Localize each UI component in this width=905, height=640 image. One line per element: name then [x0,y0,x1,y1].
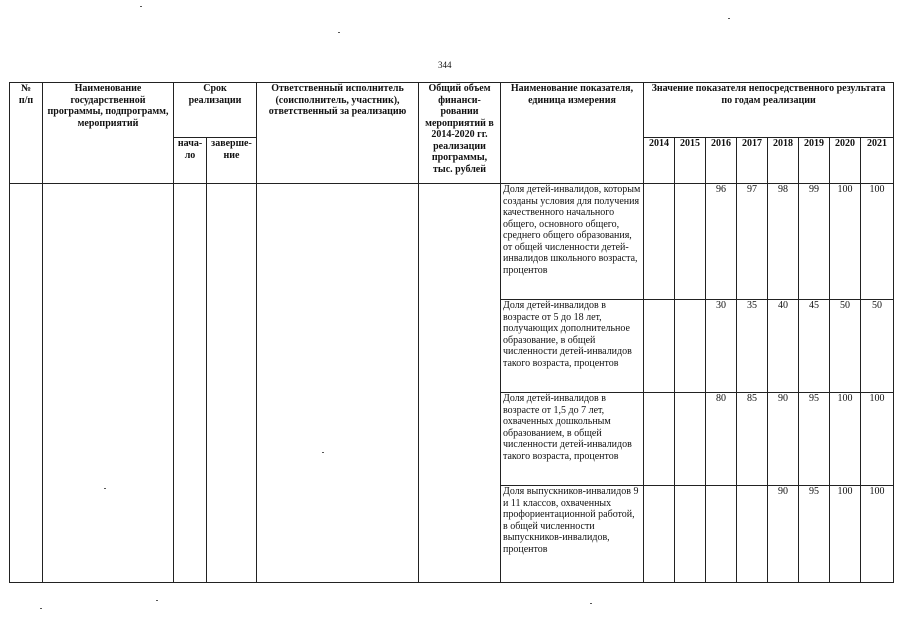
indicator-table [9,82,894,583]
value-cell: 95 [799,486,830,583]
value-cell [675,184,706,300]
header-name: Наименование государственной программы, подпрограмм, мероприятий [43,83,174,184]
scan-speck [590,603,592,604]
scan-speck [322,452,324,453]
header-executor: Ответственный исполнитель (соисполнитель, участник), ответственный за реализацию [257,83,419,184]
header-year: 2015 [675,138,706,184]
value-cell: 90 [768,486,799,583]
header-year: 2019 [799,138,830,184]
header-start: нача-ло [174,138,207,184]
value-cell [644,184,675,300]
table-row [10,184,894,300]
indicator-name: Доля выпускников-инвалидов 9 и 11 классов, охваченных профориентационной работой, в общей численности выпускников-инвалидов, процентов [501,486,644,583]
header-year: 2018 [768,138,799,184]
page-number: 344 [438,60,452,70]
cell-num [10,184,43,583]
header-num: № п/п [10,83,43,184]
indicator-name: Доля детей-инвалидов в возрасте от 1,5 до 7 лет, охваченных дошкольным образованием, в общей численности детей-инвалидов такого возраста, процентов [501,393,644,486]
value-cell [706,486,737,583]
header-volume: Общий объем финанси-ровании мероприятий в 2014-2020 гг. реализации программы, тыс. рублей [419,83,501,184]
scan-speck [338,32,340,33]
value-cell [675,393,706,486]
value-cell: 100 [830,393,861,486]
cell-start [174,184,207,583]
cell-executor [257,184,419,583]
value-cell: 100 [861,184,894,300]
cell-volume [419,184,501,583]
value-cell: 100 [861,486,894,583]
indicator-name: Доля детей-инвалидов в возрасте от 5 до 18 лет, получающих дополнительное образование, в общей численности детей-инвалидов такого возраста, процентов [501,300,644,393]
indicator-name: Доля детей-инвалидов, которым созданы условия для получения качественного начального общего, основного общего, среднего общего образования, от общей численности детей-инвалидов школьного возраста, процентов [501,184,644,300]
value-cell: 40 [768,300,799,393]
cell-name [43,184,174,583]
value-cell: 100 [861,393,894,486]
value-cell: 50 [830,300,861,393]
header-period: Срок реализации [174,83,257,138]
header-values: Значение показателя непосредственного результата по годам реализации [644,83,894,138]
header-year: 2021 [861,138,894,184]
header-year: 2014 [644,138,675,184]
cell-end [207,184,257,583]
header-indicator: Наименование показателя, единица измерения [501,83,644,184]
header-end: заверше-ние [207,138,257,184]
scan-speck [156,600,158,601]
header-year: 2017 [737,138,768,184]
header-year: 2016 [706,138,737,184]
value-cell [644,486,675,583]
value-cell [644,300,675,393]
value-cell [675,486,706,583]
scan-speck [140,6,142,7]
value-cell: 45 [799,300,830,393]
value-cell: 85 [737,393,768,486]
value-cell: 90 [768,393,799,486]
header-year: 2020 [830,138,861,184]
value-cell: 97 [737,184,768,300]
value-cell [675,300,706,393]
value-cell: 100 [830,486,861,583]
value-cell: 50 [861,300,894,393]
scan-speck [104,488,106,489]
value-cell [737,486,768,583]
scan-speck [40,608,42,609]
value-cell: 30 [706,300,737,393]
value-cell: 96 [706,184,737,300]
value-cell: 99 [799,184,830,300]
value-cell: 80 [706,393,737,486]
value-cell: 35 [737,300,768,393]
value-cell: 95 [799,393,830,486]
value-cell: 100 [830,184,861,300]
value-cell: 98 [768,184,799,300]
scan-speck [728,18,730,19]
value-cell [644,393,675,486]
